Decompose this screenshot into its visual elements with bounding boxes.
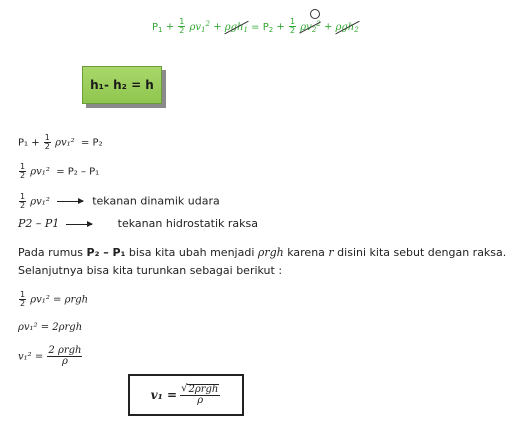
derivation-line-1 <box>18 291 88 308</box>
l4-label: tekanan hidrostatik raksa <box>117 217 258 230</box>
potential-term-1: ρgh$_1$ <box>224 21 248 34</box>
para-part1: Pada rumus <box>18 246 87 259</box>
circle-mark <box>310 9 320 19</box>
top-equation <box>152 18 359 35</box>
l3-label: tekanan dinamik udara <box>92 194 220 208</box>
para-r: r <box>328 246 334 259</box>
right-arrow-icon <box>66 224 92 225</box>
para-part3: karena <box>283 246 329 259</box>
l4-expr: P2 – P1 <box>18 217 60 230</box>
height-difference-text: h₁- h₂ = h <box>90 78 154 92</box>
plus-sign-3: + <box>276 21 285 33</box>
result-box <box>128 374 244 416</box>
half-fraction: $\frac{1}{2}$ <box>20 192 26 210</box>
l2-right: = P₂ – P₁ <box>56 166 100 178</box>
para-bold: P₂ – P₁ <box>86 246 126 259</box>
equation-line-3 <box>18 193 220 210</box>
kinetic-term-1: $\rho v_1^2$ <box>189 19 211 34</box>
para-expr: ρrgh <box>257 246 284 259</box>
l1-right: = P₂ <box>80 137 103 149</box>
equation-line-4 <box>18 217 258 230</box>
plus-sign: + <box>165 21 175 33</box>
kinetic-term-2: $\rho v_2^2$ <box>300 19 321 34</box>
l1-expr: ρv₁² <box>55 137 75 149</box>
potential-term-2: ρgh$_2$ <box>335 21 359 34</box>
half-fraction: $\frac{1}{2}$ <box>20 162 26 180</box>
plus-sign-2: + <box>213 21 222 33</box>
paragraph-line-2: Selanjutnya bisa kita turunkan sebagai berikut : <box>18 264 283 277</box>
d3-left: v₁² = <box>18 351 44 363</box>
result-left: v₁ = <box>150 388 178 402</box>
half-fraction: $\frac{1}{2}$ <box>44 133 50 151</box>
sqrt-icon: √ 2ρrgh <box>181 383 219 395</box>
para-part2: bisa kita ubah menjadi <box>125 246 258 259</box>
plus-sign-4: + <box>323 21 333 33</box>
height-difference-box <box>82 66 162 104</box>
l1-left: P₁ + <box>18 137 40 149</box>
result-fraction: √ 2ρrgh ρ <box>181 383 219 406</box>
p1-term: $P_1$ <box>152 21 163 34</box>
derivation-line-3 <box>18 346 83 367</box>
para-part4: disini kita sebut dengan raksa. <box>333 246 506 259</box>
half-fraction-2: $\frac{1}{2}$ <box>290 17 296 35</box>
equation-line-1 <box>18 134 103 151</box>
d3-fraction: $\frac{\text{2 ρrgh}}{\rho}$ <box>48 345 82 367</box>
p2-term: = $P_2$ <box>251 21 274 34</box>
derivation-line-2: ρv₁² = 2ρrgh <box>18 322 83 333</box>
right-arrow-icon <box>57 201 83 202</box>
paragraph-line-1 <box>18 246 506 259</box>
d1-expr: ρv₁² = ρrgh <box>30 294 89 306</box>
half-fraction: $\frac{1}{2}$ <box>179 17 185 35</box>
equation-line-2 <box>18 163 99 180</box>
l3-expr: ρv₁² <box>30 196 50 208</box>
half-fraction: $\frac{1}{2}$ <box>20 290 26 308</box>
l2-expr: ρv₁² <box>30 166 50 178</box>
